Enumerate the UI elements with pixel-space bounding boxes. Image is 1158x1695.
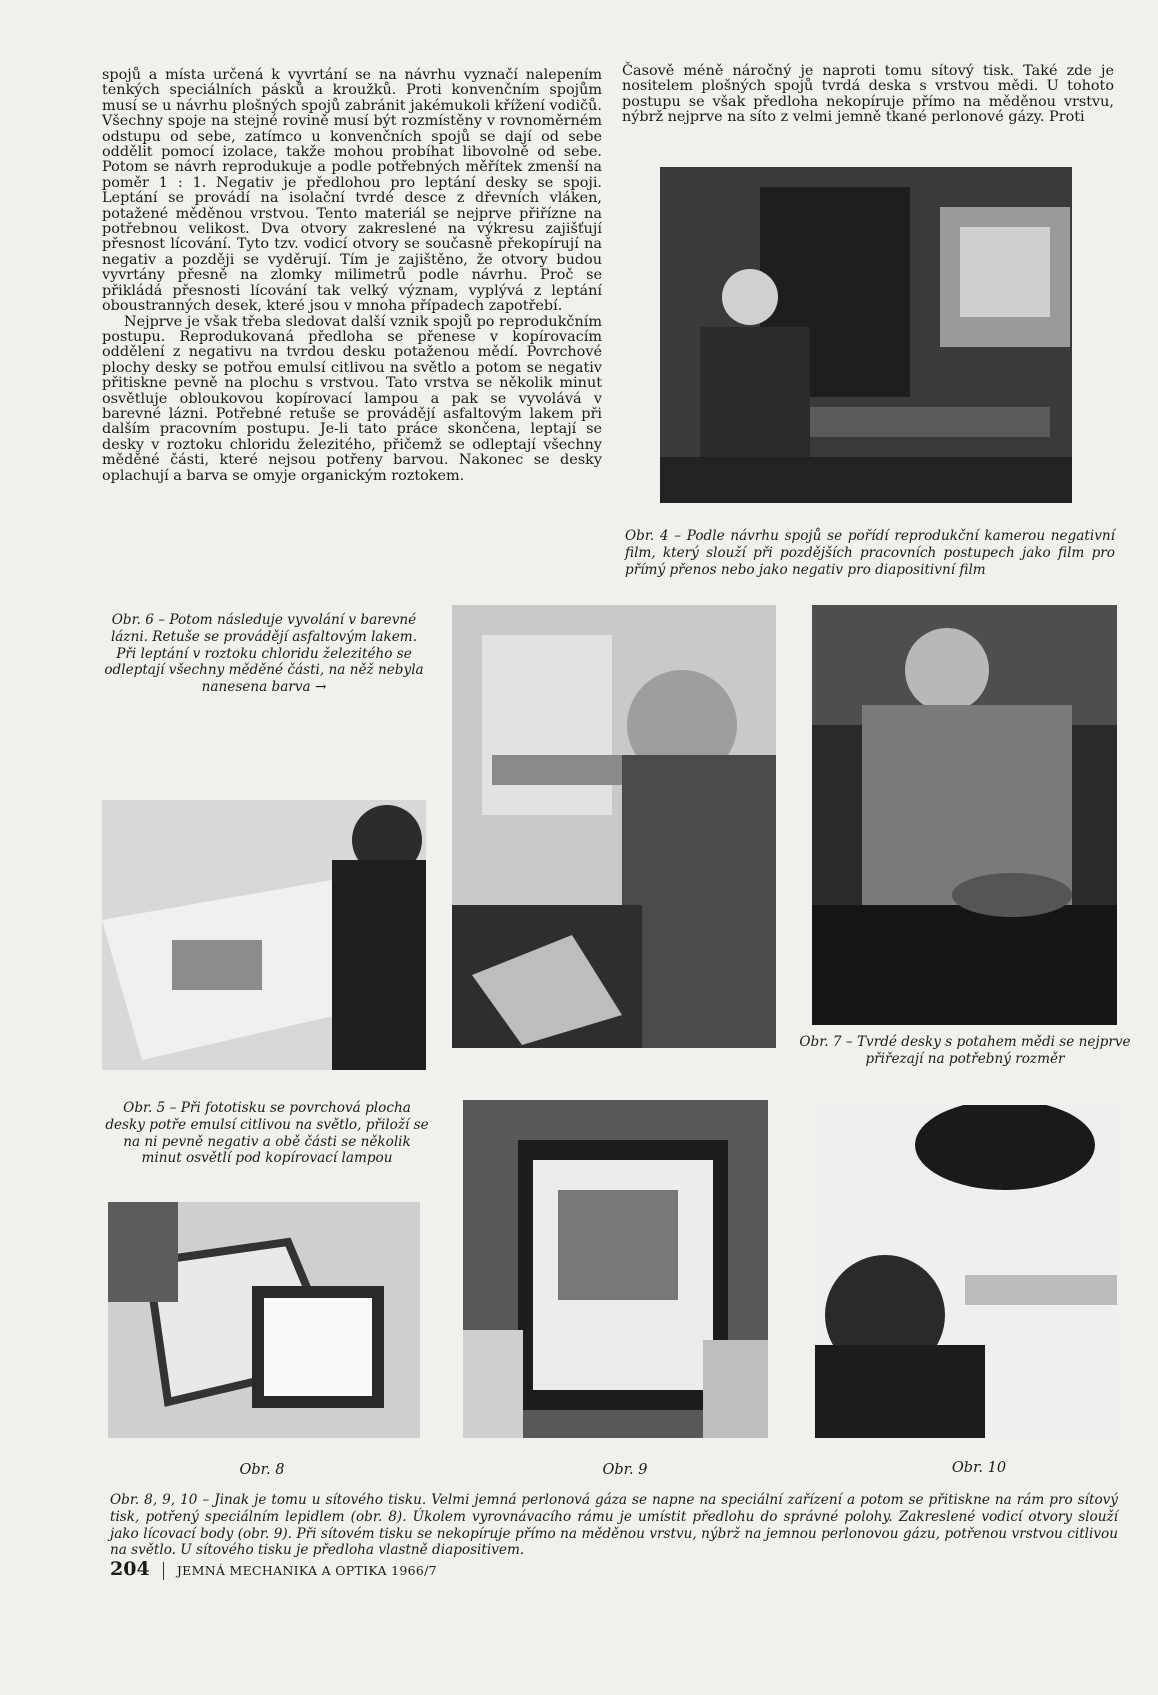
caption-fig7: Obr. 7 – Tvrdé desky s potahem mědi se nejprve přiřezají na potřebný rozměr (799, 1034, 1131, 1067)
footer-divider (163, 1562, 164, 1580)
photo-lamp-exposure-icon (815, 1105, 1117, 1438)
photo-fig10 (815, 1105, 1117, 1438)
caption-fig6 (102, 612, 426, 696)
arrow-right-icon: → (314, 679, 327, 696)
right-text-column (622, 64, 1114, 126)
photo-inspecting-board-icon (452, 605, 776, 1048)
photo-inspecting-board (452, 605, 776, 1048)
right-paragraph-1: Časově méně náročný je naproti tomu sítový tisk. Také zde je nositelem plošných spojů tvrdá deska s vrstvou mědi. U tohoto postupu se však předloha nekopíruje přímo na měděnou vrstvu, nýbrž nejprve na síto z velmi jemně tkané perlonové gázy. Proti (622, 63, 1114, 126)
page-number: 204 (110, 1558, 150, 1580)
left-paragraph-1: spojů a místa určená k vyvrtání se na návrhu vyznačí nalepením tenkých speciálních pásků a kroužků. Proti konvenčním spojům musí se u návrhu plošných spojů zabránit jakémukoli křížení vodičů. Všechny spoje na stejné rovině musí být rozmístěny v rovnoměrném odstupu od sebe, zatímco u konvenčních spojů se dají od sebe oddělit pomocí izolace, takže mohou probíhat libovolně od sebe. Potom se návrh reprodukuje a podle potřebných měřítek zmenší na poměr 1 : 1. Negativ je předlohou pro leptání desky se spoji. Leptání se provádí na isolační tvrdé desce z dřevních vláken, potažené měděnou vrstvou. Tento materiál se nejprve přiřízne na potřebnou velikost. Dva otvory zakreslené na výkresu zajišťují přesnost lícování. Tyto tzv. vodicí otvory se současně překopírují na negativ a později se vyděrují. Tím je zajištěno, že otvory budou vyvrtány přesně na zlomky milimetrů podle návrhu. Proč se přikládá přesnosti lícování tak velký význam, vyplývá z leptání oboustranných desek, které jsou v mnoha případech zapotřebí. (102, 67, 602, 315)
label-fig8: Obr. 8 (239, 1462, 285, 1478)
caption-fig4: Obr. 4 – Podle návrhu spojů se pořídí reprodukční kamerou negativní film, který slouží při pozdějších pracovních postupech jako film pro přímý přenos nebo jako negativ pro diapositivní film (625, 528, 1115, 578)
photo-developing-board-icon (102, 800, 426, 1070)
photo-fig4 (660, 167, 1072, 503)
photo-cutting-boards-icon (812, 605, 1117, 1025)
label-fig10: Obr. 10 (951, 1460, 1007, 1476)
photo-fig7 (812, 605, 1117, 1025)
page-footer (110, 1558, 437, 1580)
left-paragraph-2: Nejprve je však třeba sledovat další vznik spojů po reprodukčním postupu. Reprodukovaná předloha se přenese v kopírovacím oddělení z negativu na tvrdou desku potaženou mědí. Povrchové plochy desky se potřou emulsí citlivou na světlo a potom se negativ přitiskne pevně na plochu s vrstvou. Tato vrstva se několik minut osvětluje obloukovou kopírovací lampou a pak se vyvolává v barevné lázni. Potřebné retuše se provádějí asfaltovým lakem při dalším pracovním postupu. Je-li tato práce skončena, leptají se desky v roztoku chloridu železitého, přičemž se odleptají všechny měděné části, které nejsou potřeny barvou. Nakonec se desky oplachují a barva se omyje organickým roztokem. (102, 313, 602, 484)
photo-screen-frame-icon (108, 1202, 420, 1438)
photo-fig8 (108, 1202, 420, 1438)
left-text-column (102, 68, 602, 484)
photo-fig6 (102, 800, 426, 1070)
photo-fig9 (463, 1100, 768, 1438)
caption-fig8-9-10: Obr. 8, 9, 10 – Jinak je tomu u sítového tisku. Velmi jemná perlonová gáza se napne na speciální zařízení a potom se přitiskne na rám pro sítový tisk, potřený speciálním lepidlem (obr. 8). Úkolem vyrovnávacího rámu je umístit předlohu do správné polohy. Zakreslené vodicí otvory slouží jako lícovací body (obr. 9). Při sítovém tisku se nekopíruje přímo na měděnou vrstvu, nýbrž na jemnou perlonovou gázu, potřenou vrstvou citlivou na světlo. U sítového tisku je předloha vlastně diapositivem. (110, 1492, 1118, 1559)
label-fig9: Obr. 9 (602, 1462, 648, 1478)
photo-reproduction-camera-icon (660, 167, 1072, 503)
caption-fig6-text: Obr. 6 – Potom následuje vyvolání v barevné lázni. Retuše se provádějí asfaltovým lakem. Při leptání v roztoku chloridu železitého se odleptají všechny měděné části, na něž nebyla nanesena barva (104, 612, 424, 696)
photo-registration-frame-icon (463, 1100, 768, 1438)
journal-name: JEMNÁ MECHANIKA A OPTIKA 1966/7 (176, 1563, 437, 1578)
caption-fig5: Obr. 5 – Při fototisku se povrchová plocha desky potře emulsí citlivou na světlo, přiloží se na ni pevně negativ a obě části se několik minut osvětlí pod kopírovací lampou (105, 1100, 429, 1167)
